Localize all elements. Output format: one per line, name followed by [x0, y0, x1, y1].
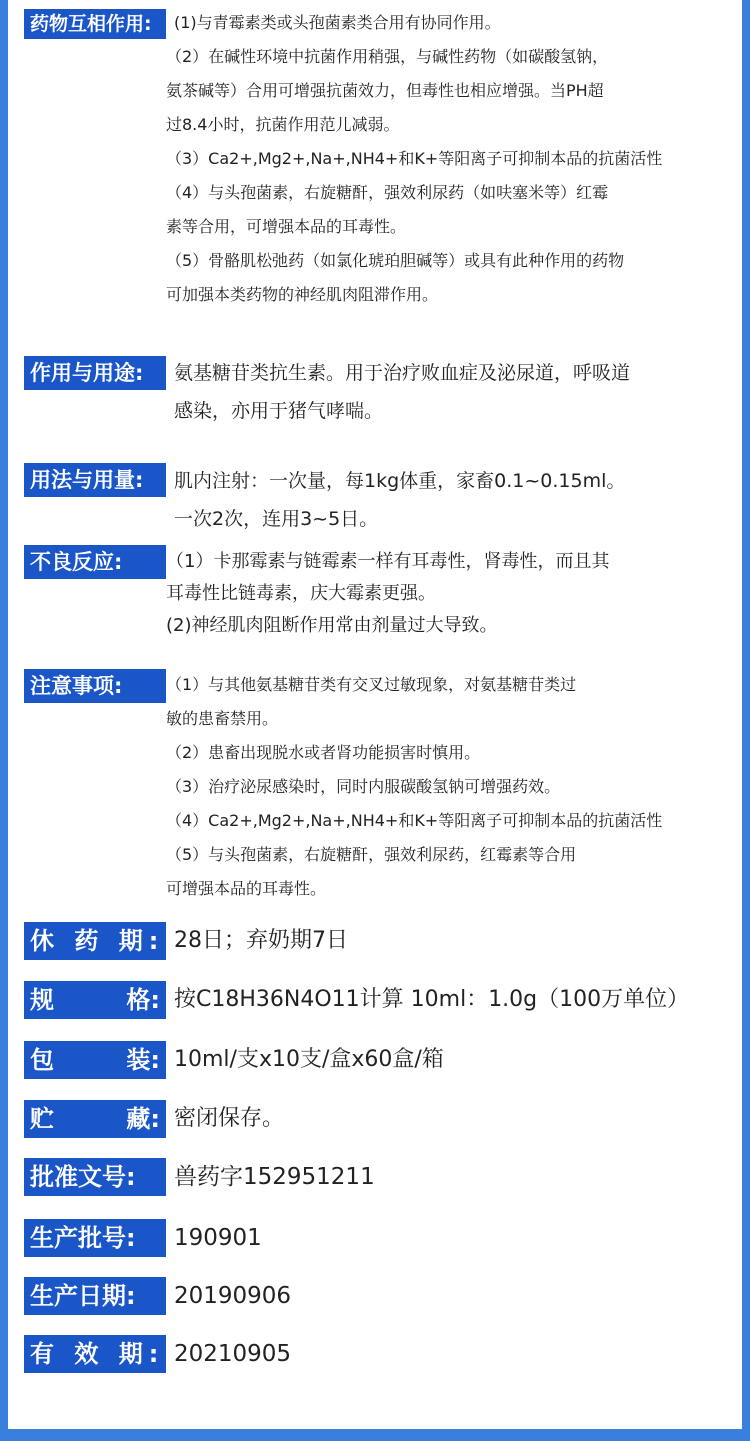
- withdrawal-value: 28日；弃奶期7日: [174, 928, 348, 953]
- withdrawal-label-text: 休 药 期: [30, 927, 149, 955]
- packaging-label: [24, 1041, 166, 1079]
- specification-value: 按C18H36N4O11计算 10ml：1.0g（100万单位）: [174, 987, 690, 1012]
- specification-label-left: 规: [30, 986, 54, 1014]
- dosage-line: 一次2次，连用3~5日。: [174, 508, 379, 530]
- storage-value: 密闭保存。: [174, 1106, 285, 1131]
- dosage-line: 肌内注射：一次量，每1kg体重，家畜0.1~0.15ml。: [174, 470, 626, 492]
- expiry-label: [24, 1335, 166, 1373]
- packaging-label-left: 包: [30, 1046, 54, 1074]
- production-date-value: 20190906: [174, 1283, 292, 1309]
- storage-label-left: 贮: [30, 1105, 54, 1133]
- precautions-line: （5）与头孢菌素，右旋糖酐，强效利尿药，红霉素等合用: [166, 845, 577, 864]
- precautions-text: [166, 668, 662, 906]
- precautions-line: 可增强本品的耳毒性。: [166, 879, 327, 898]
- expiry-value: 20210905: [174, 1341, 292, 1367]
- precautions-line: （1）与其他氨基糖苷类有交叉过敏现象，对氨基糖苷类过: [166, 675, 577, 694]
- interactions-text: [174, 6, 501, 40]
- batch-value: 190901: [174, 1225, 262, 1251]
- storage-label-right: 藏:: [126, 1105, 160, 1133]
- interactions-line: 素等合用，可增强本品的耳毒性。: [166, 217, 407, 236]
- interactions-line: 过8.4小时，抗菌作用范儿减弱。: [166, 115, 400, 134]
- packaging-label-right: 装:: [126, 1046, 160, 1074]
- interactions-line: （2）在碱性环境中抗菌作用稍强，与碱性药物（如碳酸氢钠，: [166, 47, 609, 66]
- interactions-line: 可加强本类药物的神经肌肉阻滞作用。: [166, 285, 439, 304]
- precautions-line: （4）Ca2+,Mg2+,Na+,NH4+和K+等阳离子可抑制本品的抗菌活性: [166, 811, 663, 830]
- adverse-line: (2)神经肌肉阻断作用常由剂量过大导致。: [166, 615, 498, 636]
- interactions-line: （4）与头孢菌素，右旋糖酐，强效利尿药（如呋塞米等）红霉: [166, 183, 609, 202]
- adverse-line: （1）卡那霉素与链霉素一样有耳毒性，肾毒性，而且其: [166, 551, 610, 572]
- dosage-label: 用法与用量:: [24, 463, 166, 497]
- indications-line: 氨基糖苷类抗生素。用于治疗败血症及泌尿道，呼吸道: [174, 362, 631, 384]
- interactions-line: （3）Ca2+,Mg2+,Na+,NH4+和K+等阳离子可抑制本品的抗菌活性: [166, 149, 663, 168]
- precautions-line: 敏的患畜禁用。: [166, 709, 279, 728]
- precautions-line: （2）患畜出现脱水或者肾功能损害时慎用。: [166, 743, 481, 762]
- precautions-label: 注意事项:: [24, 669, 166, 703]
- specification-label-right: 格:: [126, 986, 160, 1014]
- storage-label: [24, 1100, 166, 1138]
- interactions-label: 药物互相作用:: [24, 9, 166, 39]
- adverse-text: [166, 546, 609, 642]
- withdrawal-label-colon: :: [148, 927, 165, 955]
- precautions-line: （3）治疗泌尿感染时，同时内服碳酸氢钠可增强药效。: [166, 777, 561, 796]
- approval-label: 批准文号:: [24, 1158, 166, 1196]
- production-date-label: 生产日期:: [24, 1277, 166, 1315]
- batch-label: 生产批号:: [24, 1219, 166, 1257]
- adverse-line: 耳毒性比链毒素，庆大霉素更强。: [166, 583, 436, 604]
- indications-line: 感染，亦用于猪气哮喘。: [174, 400, 384, 422]
- dosage-text: [174, 462, 625, 538]
- expiry-label-text: 有 效 期: [30, 1340, 149, 1368]
- interactions-line: (1)与青霉素类或头孢菌素类合用有协同作用。: [174, 13, 501, 32]
- adverse-label: 不良反应:: [24, 545, 166, 579]
- specification-label: [24, 981, 166, 1019]
- interactions-line: 氨茶碱等）合用可增强抗菌效力，但毒性也相应增强。当PH超: [166, 81, 604, 100]
- approval-value: 兽药字152951211: [174, 1164, 375, 1190]
- packaging-value: 10ml/支x10支/盒x60盒/箱: [174, 1047, 444, 1072]
- withdrawal-label: [24, 922, 166, 960]
- indications-text: [174, 354, 630, 430]
- expiry-label-colon: :: [148, 1340, 165, 1368]
- interactions-line: （5）骨骼肌松弛药（如氯化琥珀胆碱等）或具有此种作用的药物: [166, 251, 625, 270]
- indications-label: 作用与用途:: [24, 356, 166, 390]
- interactions-text-body: [166, 40, 662, 312]
